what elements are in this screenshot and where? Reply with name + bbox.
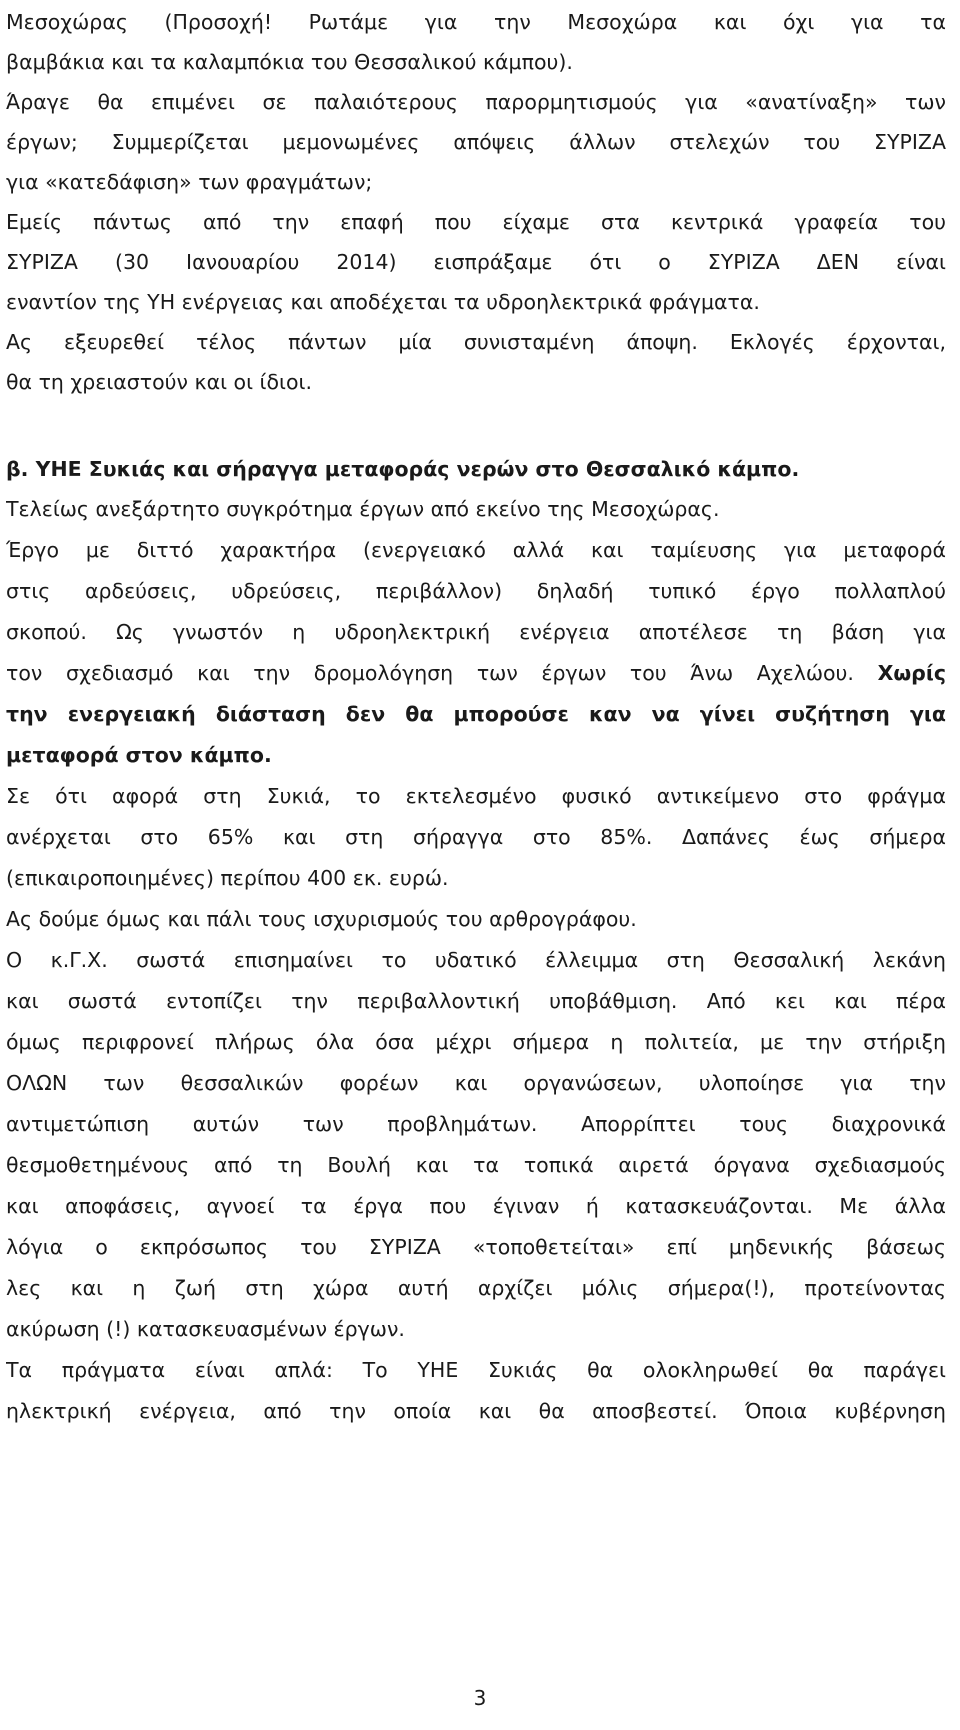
text-line: στις αρδεύσεις, υδρεύσεις, περιβάλλον) δηλαδή τυπικό έργο πολλαπλού: [6, 579, 946, 603]
text-line: Ο κ.Γ.Χ. σωστά επισημαίνει το υδατικό έλλειμμα στη Θεσσαλική λεκάνη: [6, 948, 946, 972]
text-line: Ας δούμε όμως και πάλι τους ισχυρισμούς του αρθρογράφου.: [6, 907, 637, 931]
text-line: μεταφορά στον κάμπο.: [6, 743, 272, 767]
text-line: για «κατεδάφιση» των φραγμάτων;: [6, 170, 373, 194]
text-line: έργων; Συμμερίζεται μεμονωμένες απόψεις άλλων στελεχών του ΣΥΡΙΖΑ: [6, 130, 946, 154]
text-line: και αποφάσεις, αγνοεί τα έργα που έγιναν ή κατασκευάζονται. Με άλλα: [6, 1194, 946, 1218]
text-line: Τα πράγματα είναι απλά: Το ΥΗΕ Συκιάς θα ολοκληρωθεί θα παράγει: [6, 1358, 946, 1382]
text-line: λόγια ο εκπρόσωπος του ΣΥΡΙΖΑ «τοποθετείται» επί μηδενικής βάσεως: [6, 1235, 946, 1259]
text-line: ΟΛΩΝ των θεσσαλικών φορέων και οργανώσεων, υλοποίησε για την: [6, 1071, 946, 1095]
text-line: Τελείως ανεξάρτητο συγκρότημα έργων από εκείνο της Μεσοχώρας.: [6, 497, 720, 521]
text-line: Έργο με διττό χαρακτήρα (ενεργειακό αλλά και ταμίευσης για μεταφορά: [6, 538, 946, 562]
text-line: σκοπού. Ως γνωστόν η υδροηλεκτρική ενέργεια αποτέλεσε τη βάση για: [6, 620, 946, 644]
text-line: β. ΥΗΕ Συκιάς και σήραγγα μεταφοράς νερών στο Θεσσαλικό κάμπο.: [6, 457, 800, 481]
text-line: ακύρωση (!) κατασκευασμένων έργων.: [6, 1317, 405, 1341]
text-line: και σωστά εντοπίζει την περιβαλλοντική υποβάθμιση. Από κει και πέρα: [6, 989, 946, 1013]
text-line: αντιμετώπιση αυτών των προβλημάτων. Απορρίπτει τους διαχρονικά: [6, 1112, 946, 1136]
text-line: Άραγε θα επιμένει σε παλαιότερους παρορμητισμούς για «ανατίναξη» των: [6, 90, 946, 114]
text-line: λες και η ζωή στη χώρα αυτή αρχίζει μόλις σήμερα(!), προτείνοντας: [6, 1276, 946, 1300]
text-line: Μεσοχώρας (Προσοχή! Ρωτάμε για την Μεσοχώρα και όχι για τα: [6, 10, 946, 34]
text-line: εναντίον της ΥΗ ενέργειας και αποδέχεται τα υδροηλεκτρικά φράγματα.: [6, 290, 760, 314]
text-line: όμως περιφρονεί πλήρως όλα όσα μέχρι σήμερα η πολιτεία, με την στήριξη: [6, 1030, 946, 1054]
text-line: τον σχεδιασμό και την δρομολόγηση των έργων του Άνω Αχελώου. Χωρίς: [6, 661, 946, 685]
text-line: Ας εξευρεθεί τέλος πάντων μία συνισταμένη άποψη. Εκλογές έρχονται,: [6, 330, 946, 354]
text-line: ηλεκτρική ενέργεια, από την οποία και θα αποσβεστεί. Όποια κυβέρνηση: [6, 1399, 946, 1423]
text-line: Εμείς πάντως από την επαφή που είχαμε στα κεντρικά γραφεία του: [6, 210, 946, 234]
text-line: ΣΥΡΙΖΑ (30 Ιανουαρίου 2014) εισπράξαμε ότι ο ΣΥΡΙΖΑ ΔΕΝ είναι: [6, 250, 946, 274]
text-line: την ενεργειακή διάσταση δεν θα μπορούσε καν να γίνει συζήτηση για: [6, 702, 946, 726]
text-line: θα τη χρειαστούν και οι ίδιοι.: [6, 370, 312, 394]
text-line: θεσμοθετημένους από τη Βουλή και τα τοπικά αιρετά όργανα σχεδιασμούς: [6, 1153, 946, 1177]
text-line: ανέρχεται στο 65% και στη σήραγγα στο 85%. Δαπάνες έως σήμερα: [6, 825, 946, 849]
text-line: βαμβάκια και τα καλαμπόκια του Θεσσαλικού κάμπου).: [6, 50, 573, 74]
text-line: (επικαιροποιημένες) περίπου 400 εκ. ευρώ.: [6, 866, 449, 890]
text-line: Σε ότι αφορά στη Συκιά, το εκτελεσμένο φυσικό αντικείμενο στο φράγμα: [6, 784, 946, 808]
page-number: 3: [473, 1686, 487, 1710]
